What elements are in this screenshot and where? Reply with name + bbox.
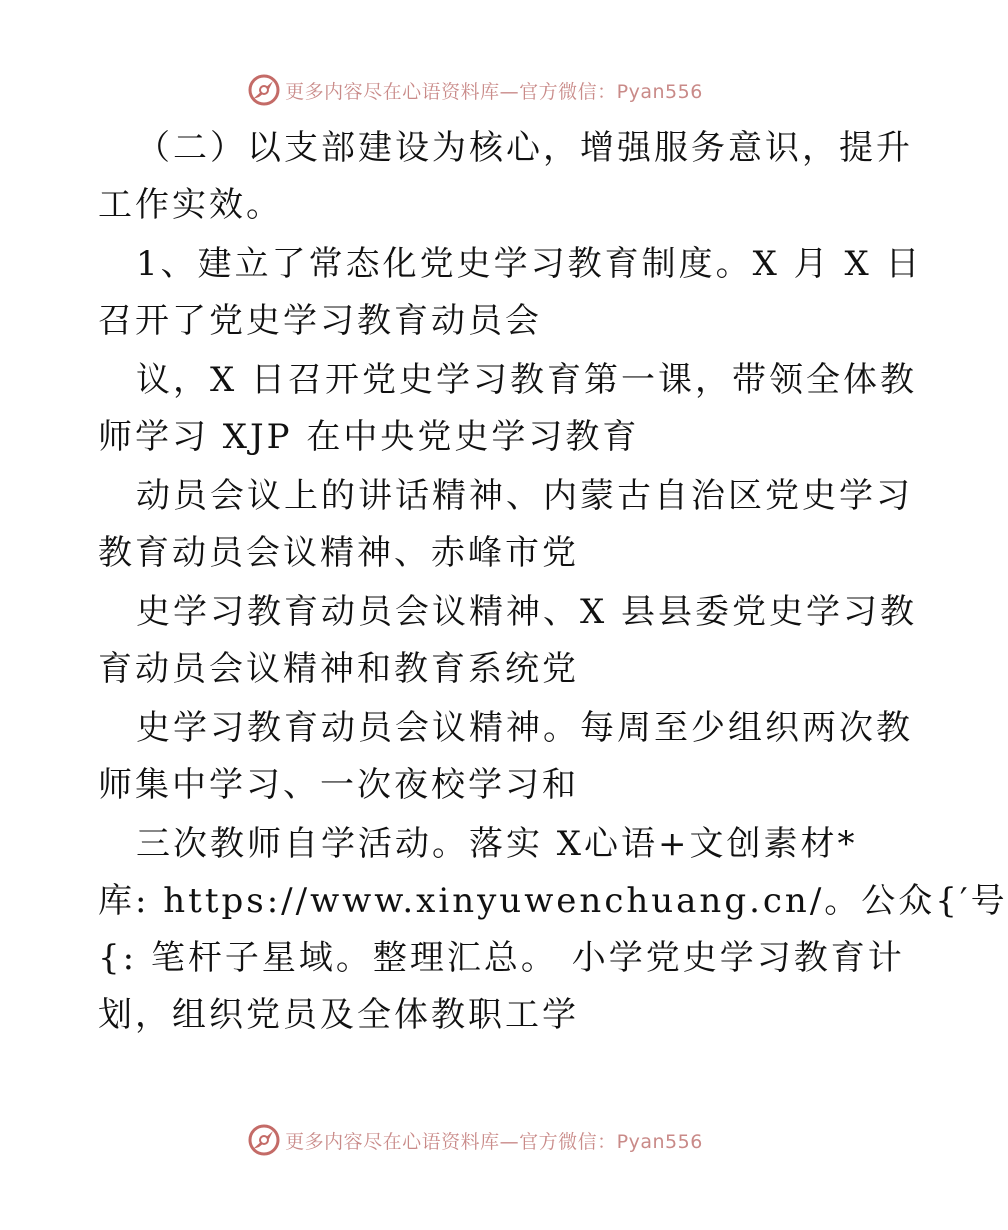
paragraph-line: 库: https://www.xinyuwenchuang.cn/。公众{′号	[98, 881, 1008, 921]
paragraph-line: 史学习教育动员会议精神。每周至少组织两次教	[136, 708, 913, 748]
paragraph-line: （二）以支部建设为核心，增强服务意识，提升	[136, 128, 913, 168]
paragraph-line: 师集中学习、一次夜校学习和	[98, 765, 579, 805]
document-body	[98, 120, 1008, 1044]
paragraph-line: 史学习教育动员会议精神、X 县县委党史学习教	[136, 592, 918, 632]
paragraph-line: 育动员会议精神和教育系统党	[98, 649, 579, 689]
footer-banner	[0, 1120, 950, 1160]
quill-seal-icon	[247, 1123, 281, 1157]
footer-banner-text: 更多内容尽在心语资料库—官方微信：Pyan556	[285, 1130, 703, 1153]
quill-seal-icon	[247, 73, 281, 107]
paragraph-line: 教育动员会议精神、赤峰市党	[98, 533, 579, 573]
paragraph-line: 召开了党史学习教育动员会	[98, 301, 542, 341]
paragraph-line: 三次教师自学活动。落实 X心语+文创素材*	[136, 824, 858, 864]
paragraph-line: 师学习 XJP 在中央党史学习教育	[98, 417, 640, 457]
paragraph-line: {: 笔杆子星域。整理汇总。 小学党史学习教育计	[98, 938, 905, 978]
paragraph-line: 工作实效。	[98, 185, 283, 225]
paragraph-line: 议，X 日召开党史学习教育第一课，带领全体教	[136, 360, 918, 400]
header-banner-text: 更多内容尽在心语资料库—官方微信：Pyan556	[285, 80, 703, 103]
paragraph-line: 动员会议上的讲话精神、内蒙古自治区党史学习	[136, 476, 913, 516]
paragraph-line: 划，组织党员及全体教职工学	[98, 995, 579, 1035]
header-banner	[0, 70, 950, 110]
paragraph-line: 1、建立了常态化党史学习教育制度。X 月 X 日	[136, 244, 923, 284]
